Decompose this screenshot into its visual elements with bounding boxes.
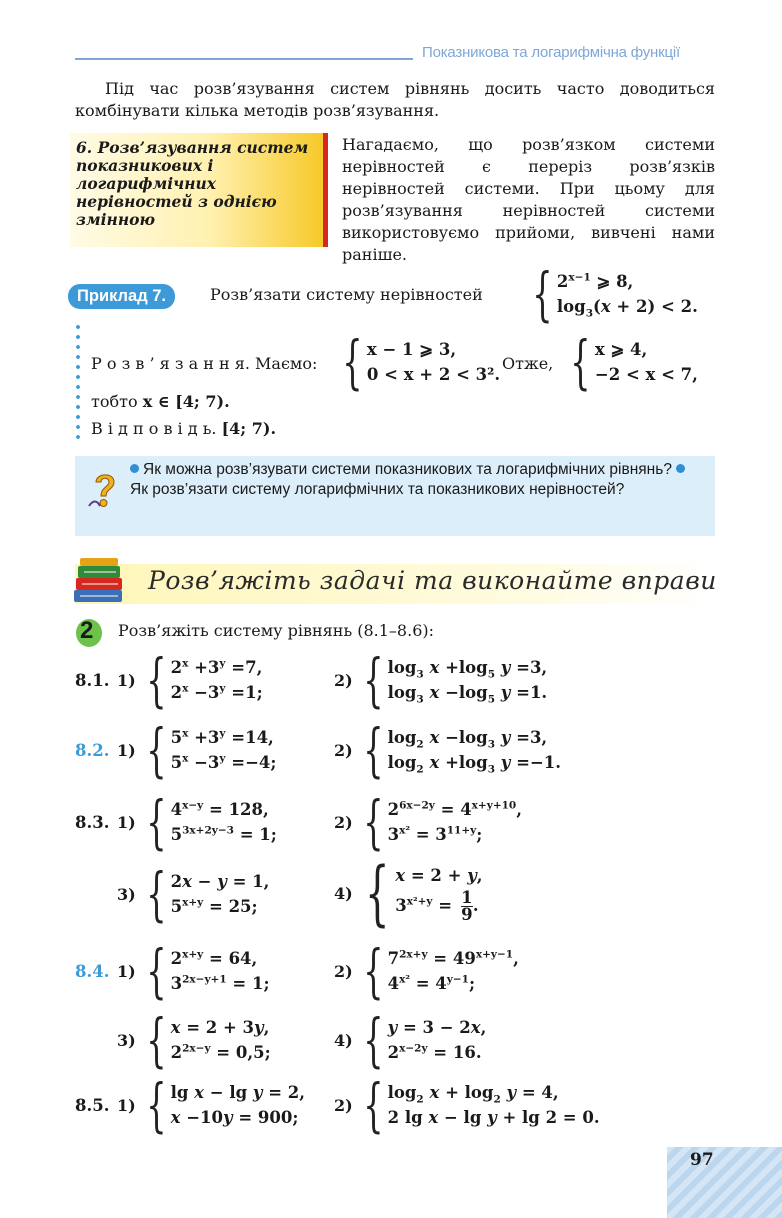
result-line	[91, 392, 230, 411]
section-text: Нагадаємо, що розв’язком системи нерівностей є переріз розв’язків нерівностей системи. При цьому для розв’язування нерівностей системи використовуємо прийоми, вивчені нами раніше.	[342, 135, 715, 264]
solution-dots	[76, 322, 80, 442]
question-2: Як розв’язати систему логарифмічних та показникових нерівностей?	[130, 481, 625, 498]
exercise-8-4-3: 3) { x = 2 + 3y, $2^{2x-y} = 0,5$;	[117, 1006, 271, 1074]
running-title: Показникова та логарифмічна функції	[422, 44, 680, 61]
exercise-8-3-number: 8.3.	[75, 813, 110, 832]
exercise-8-1-2: 2) { $\log_3 x +\log_5$ y =3, $\log_3 x -\log_5$ y =1.	[334, 646, 548, 714]
therefore-word: Отже,	[502, 354, 554, 373]
answer-value: [4; 7).	[221, 419, 277, 438]
example-badge: Приклад 7.	[68, 284, 175, 309]
question-1: Як можна розв’язувати системи показникових та логарифмічних рівнянь?	[143, 461, 672, 478]
answer-line	[91, 419, 276, 438]
header-rule	[75, 58, 413, 60]
exercise-8-2-number: 8.2.	[75, 741, 110, 760]
exercise-8-3-4: 4) { x = 2 + y, $3^{x^2+y}$ = $\frac{1}{9}$ .	[334, 852, 483, 934]
exercise-8-2-2: 2) { $\log_2 x -\log_3$ y =3, $\log_2 x +\log_3$ y =−1.	[334, 716, 561, 784]
exercise-8-5-1: 1) { lg x − lg y = 2, x −10y = 900;	[117, 1071, 306, 1139]
exercise-8-5-number: 8.5.	[75, 1096, 110, 1115]
section-title-box	[70, 133, 328, 247]
exercise-8-5-2: 2) { $\log_2 x + \log_2 y = 4$, 2 lg x − lg y + lg 2 = 0.	[334, 1071, 600, 1139]
exercise-8-3-3: 3) { 2x − y = 1, $5^{x+y} = 25$;	[117, 860, 270, 928]
books-icon	[70, 556, 128, 608]
exercise-8-4-2: 2) { $7^{2x+y} = 49^{x+y-1}$, $4^{x^2} = 4^{y-1}$;	[334, 937, 519, 1005]
result-system: { x ⩾ 4, −2 < x < 7,	[570, 328, 698, 396]
that-is-word: тобто	[91, 392, 138, 411]
task-intro: Розв’яжіть систему рівнянь (8.1–8.6):	[118, 621, 434, 640]
solution-label: Р о з в ’ я з а н н я.	[91, 354, 250, 373]
exercise-8-1-number: 8.1.	[75, 671, 110, 690]
exercise-8-4-4: 4) { y = 3 − 2x, $2^{x-2y} = 16$.	[334, 1006, 487, 1074]
bullet-icon	[130, 464, 139, 473]
exercise-8-3-1: 1) { $4^{x-y} = 128$, $5^{3x+2y-3} = 1$;	[117, 788, 277, 856]
bullet-icon	[676, 464, 685, 473]
page-corner-decoration	[667, 1147, 782, 1218]
question-mark-icon	[87, 470, 123, 510]
answer-label: В і д п о в і д ь.	[91, 419, 217, 438]
solution-system-line-1: x − 1 ⩾ 3,	[366, 340, 457, 359]
section-title: 6. Розв’язування систем показникових і логарифмічних нерівностей з однією змінною	[76, 138, 309, 229]
level-number: 2	[80, 617, 94, 644]
example-system: { $2^{x-1}$ ⩾ 8, $\log_3(x + 2) < 2$.	[532, 260, 698, 328]
example-system-line-1: $2^{x-1}$ ⩾ 8,	[556, 271, 634, 291]
exercise-8-4-number: 8.4.	[75, 962, 110, 981]
questions-text	[130, 460, 705, 500]
solution-line	[91, 354, 317, 373]
page-number: 97	[690, 1150, 714, 1170]
exercise-8-4-1: 1) { $2^{x+y} = 64$, $3^{2x-y+1} = 1$;	[117, 937, 270, 1005]
intro-paragraph: Під час розв’язування систем рівнянь досить часто доводиться комбінувати кілька методів розв’язування.	[75, 79, 715, 120]
result-system-line-2: −2 < x < 7,	[594, 365, 698, 384]
solution-system-line-2: 0 < x + 2 < 3².	[366, 365, 501, 384]
solution-word: Маємо:	[255, 354, 318, 373]
exercise-8-2-1: 1) { $5^x +3^y =14$, $5^x -3^y =-4$;	[117, 716, 277, 784]
solution-system: { x − 1 ⩾ 3, 0 < x + 2 < 3².	[342, 328, 501, 396]
result-interval: x ∈ [4; 7).	[142, 392, 230, 411]
exercise-8-3-2: 2) { $2^{6x-2y} = 4^{x+y+10}$, $3^{x^2} = 3^{11+y}$;	[334, 788, 522, 856]
example-system-line-2: $\log_3(x + 2) < 2$.	[556, 297, 698, 320]
exercise-8-1-1: 1) { $2^x +3^y =7$, $2^x -3^y =1$;	[117, 646, 263, 714]
example-task: Розв’язати систему нерівностей	[210, 285, 483, 304]
result-system-line-1: x ⩾ 4,	[594, 340, 648, 359]
exercises-banner-title: Розв’яжіть задачі та виконайте вправи	[148, 566, 717, 595]
